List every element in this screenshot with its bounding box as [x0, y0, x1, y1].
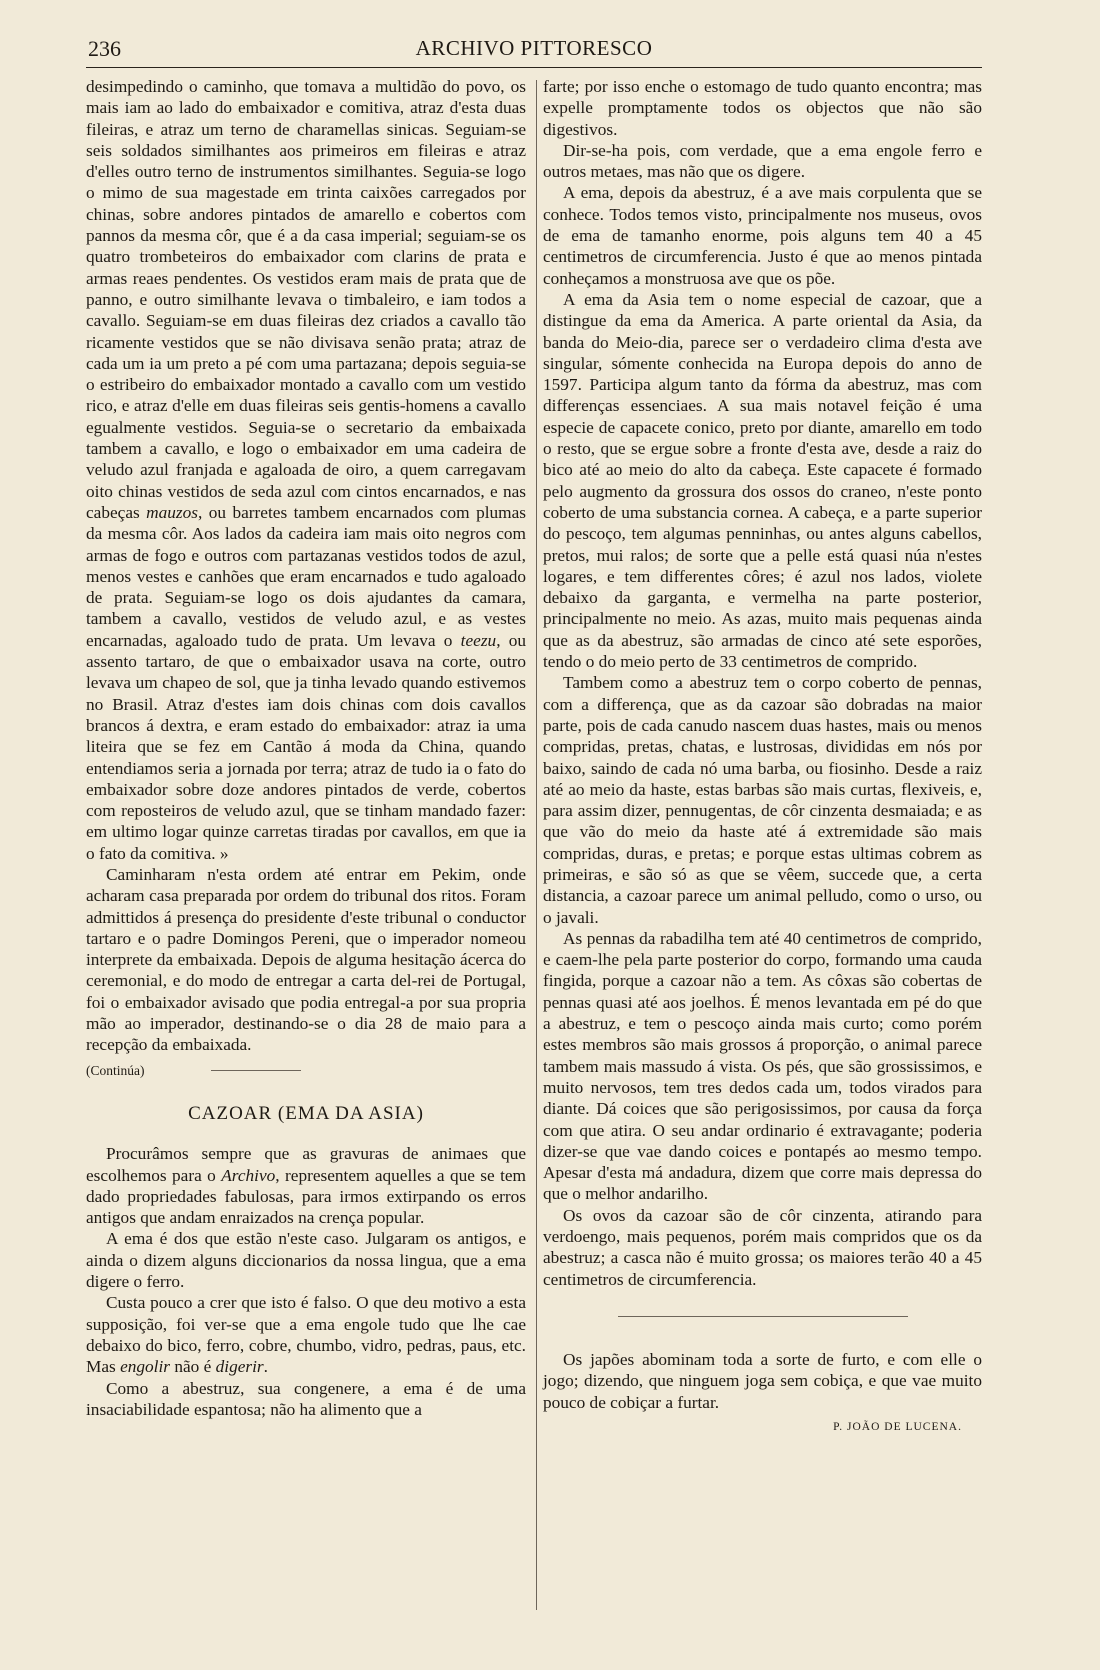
- paragraph: Tambem como a abestruz tem o corpo coberto de pennas, com a differença, que as da cazoar são dobradas na maior parte, pois de cada canudo nascem duas hastes, mais ou menos compridas, pretas, chatas, e lustrosas, divididas em nós por baixo, saindo de cada nó uma barba, ou fiosinho. Desde a raiz até ao meio da haste, estas barbas são mais curtas, flexiveis, e, para assim dizer, pennugentas, de côr cinzenta desmaiada; e as que vão do meio da haste até á extremidade são mais compridas, duras, e pretas; e porque estas ultimas cobrem as primeiras, e são só as que se vêem, succede que, a certa distancia, a cazoar parece um animal pelludo, como o urso, ou o javali.: [543, 673, 982, 927]
- paragraph: desimpedindo o caminho, que tomava a multidão do povo, os mais iam ao lado do embaixador e comitiva, atraz d'esta duas fileiras, e atraz um terno de charamellas sinicas. Seguiam-se seis soldados similhantes aos primeiros em fileiras e atraz d'elles outro terno de instrumentos similhantes. Seguia-se logo o mimo de sua magestade em trinta caixões carregados por chinas, sobre andores pintados de amarello e cobertos com pannos da mesma côr, que é a da casa imperial; seguiam-se os quatro trombeteiros do embaixador com clarins de prata e armas reaes pendentes. Os vestidos eram mais de prata que de panno, e outro similhante levava o timbaleiro, e iam todos a cavallo. Seguiam-se em duas fileiras dez criados a cavallo tão ricamente vestidos que se não divisava senão prata; atraz de cada um ia um preto a pé com uma partazana; depois seguia-se o estribeiro do embaixador montado a cavallo com um vestido rico, e atraz d'elle em duas fileiras seis gentis-homens a cavallo egualmente vestidos. Seguia-se o secretario da embaixada tambem a cavallo, e logo o embaixador em uma cadeira de veludo azul franjada e agaloada de oiro, a quem carregavam oito chinas vestidos de seda azul com cintos encarnados, e nas cabeças mauzos, ou barretes tambem encarnados com plumas da mesma côr. Aos lados da cadeira iam mais oito negros com armas de fogo e outros com partazanas vestidos todos de azul, menos vestes e canhões que eram encarnados e tudo agaloado de prata. Seguiam-se logo os dois ajudantes da camara, tambem a cavallo, vestidos de veludo azul, e as vestes encarnadas, agaloado tudo de prata. Um levava o teezu, ou assento tartaro, de que o embaixador usava na corte, outro levava um chapeo de sol, que ja tinha levado quando estivemos no Brasil. Atraz d'estes iam dois chinas com dois cavallos brancos á dextra, e eram estado do embaixador: atraz ia uma liteira que se fez em Cantão á moda da China, quando entendiamos seria a jornada por terra; atraz de tudo ia o fato do embaixador sobre doze andores pintados de verde, cobertos com reposteiros de veludo azul, que se tinham mandado fazer: em ultimo logar quinze carretas tiradas por cavallos, em que ia o fato da comitiva. »: [86, 77, 526, 863]
- paragraph: farte; por isso enche o estomago de tudo quanto encontra; mas expelle promptamente todos os objectos que não são digestivos.: [543, 77, 982, 139]
- italic-term: Archivo: [221, 1165, 276, 1185]
- continued-note: (Continúa): [86, 1060, 526, 1081]
- paragraph: Os ovos da cazoar são de côr cinzenta, atirando para verdoengo, mais pequenos, porém mais compridos que os da abestruz; a casca não é muito grossa; os maiores terão 40 a 45 centimetros de circumferencia.: [543, 1205, 982, 1289]
- header-rule: [86, 67, 982, 68]
- right-column: [543, 76, 982, 1438]
- page-number: 236: [88, 36, 121, 61]
- page-header: [86, 36, 982, 68]
- separator-rule: [618, 1316, 908, 1317]
- section-title: CAZOAR (EMA DA ASIA): [188, 1102, 424, 1124]
- paragraph: Custa pouco a crer que isto é falso. O que deu motivo a esta supposição, foi ver-se que a ema engole tudo que lhe cae debaixo do bico, ferro, cobre, chumbo, vidro, pedras, paus, etc. Mas engolir não é digerir.: [86, 1293, 526, 1377]
- paragraph: Os japões abominam toda a sorte de furto, e com elle o jogo; dizendo, que ninguem joga sem cobiça, e que vae muito pouco de cobiçar a furtar.: [543, 1349, 982, 1412]
- italic-term: digerir: [215, 1357, 264, 1377]
- paragraph: A ema da Asia tem o nome especial de cazoar, que a distingue da ema da America. A parte oriental da Asia, da banda do Meio-dia, parece ser o verdadeiro clima d'esta ave singular, sómente conhecida na Europa depois do anno de 1597. Participa algum tanto da fórma da abestruz, mas com differenças essenciaes. A sua mais notavel feição é uma especie de capacete conico, preto por diante, amarello em todo o resto, que se ergue sobre a fronte d'esta ave, desde a raiz do bico até ao meio do alto da cabeça. Este capacete é formado pelo augmento da grossura dos ossos do craneo, n'este ponto coberto de uma substancia cornea. A cabeça, e a parte superior do pescoço, tem algumas penninhas, ou antes alguns cabellos, pretos, mui ralos; de sorte que a pelle está quasi núa n'estes logares, e tem differentes côres; é azul nos lados, violete debaixo da garganta, e vermelha na parte posterior, principalmente no meio. As azas, muito mais pequenas ainda que as da abestruz, são armadas de cinco até sete esporões, tendo o do meio perto de 33 centimetros de comprido.: [543, 289, 982, 672]
- paragraph: Como a abestruz, sua congenere, a ema é de uma insaciabilidade espantosa; não ha alimento que a: [86, 1378, 526, 1419]
- paragraph: Procurâmos sempre que as gravuras de animaes que escolhemos para o Archivo, representem aquelles a que se tem dado propriedades fabulosas, para irmos extirpando os erros antigos que andam enraizados na crença popular.: [86, 1144, 526, 1228]
- paragraph: A ema é dos que estão n'este caso. Julgaram os antigos, e ainda o dizem alguns diccionarios da nossa lingua, que a ema digere o ferro.: [86, 1229, 526, 1292]
- short-rule: [211, 1070, 301, 1071]
- paragraph: A ema, depois da abestruz, é a ave mais corpulenta que se conhece. Todos temos visto, principalmente nos museus, ovos de ema de tamanho enorme, pois alguns tem 40 a 45 centimetros de circumferencia. Justo é que ao menos pintada conheçamos a monstruosa ave que os põe.: [543, 183, 982, 288]
- paragraph: As pennas da rabadilha tem até 40 centimetros de comprido, e caem-lhe pela parte posterior do corpo, formando uma cauda fingida, porque a cazoar não a tem. As côxas são cobertas de pennas quasi até aos joelhos. É menos levantada em pé do que a abestruz, e tem o pescoço ainda mais curto; como porém estes membros são mais grossos á proporção, o animal parece tambem mais massudo á vista. Os pés, que são grossissimos, e muito nervosos, tem tres dedos cada um, todos virados para diante. Dá coices que são perigosissimos, por causa da força com que atira. O seu andar ordinario é extravagante; poderia dizer-se que vae dando coices e pontapés ao mesmo tempo. Apesar d'esta má andadura, dizem que corre mais depressa do que o melhor andarilho.: [543, 928, 982, 1204]
- italic-term: engolir: [120, 1357, 171, 1377]
- paragraph: Dir-se-ha pois, com verdade, que a ema engole ferro e outros metaes, mas não que os digere.: [543, 140, 982, 182]
- paragraph: Caminharam n'esta ordem até entrar em Pekim, onde acharam casa preparada por ordem do tribunal dos ritos. Foram admittidos á presença do presidente d'este tribunal o conductor tartaro e o padre Domingos Pereni, que o imperador nomeou interprete da embaixada. Depois de alguma hesitação ácerca do ceremonial, e do modo de entregar a carta del-rei de Portugal, foi o embaixador avisado que podia entregal-a por sua propria mão ao imperador, destinando-se o dia 28 de maio para a recepção da embaixada.: [86, 864, 526, 1055]
- italic-term: teezu: [460, 630, 497, 650]
- italic-term: mauzos: [146, 502, 199, 522]
- column-divider: [536, 80, 537, 1610]
- signature: P. JOÃO DE LUCENA.: [833, 1420, 962, 1433]
- left-column: [86, 76, 526, 1420]
- running-title: ARCHIVO PITTORESCO: [415, 36, 653, 60]
